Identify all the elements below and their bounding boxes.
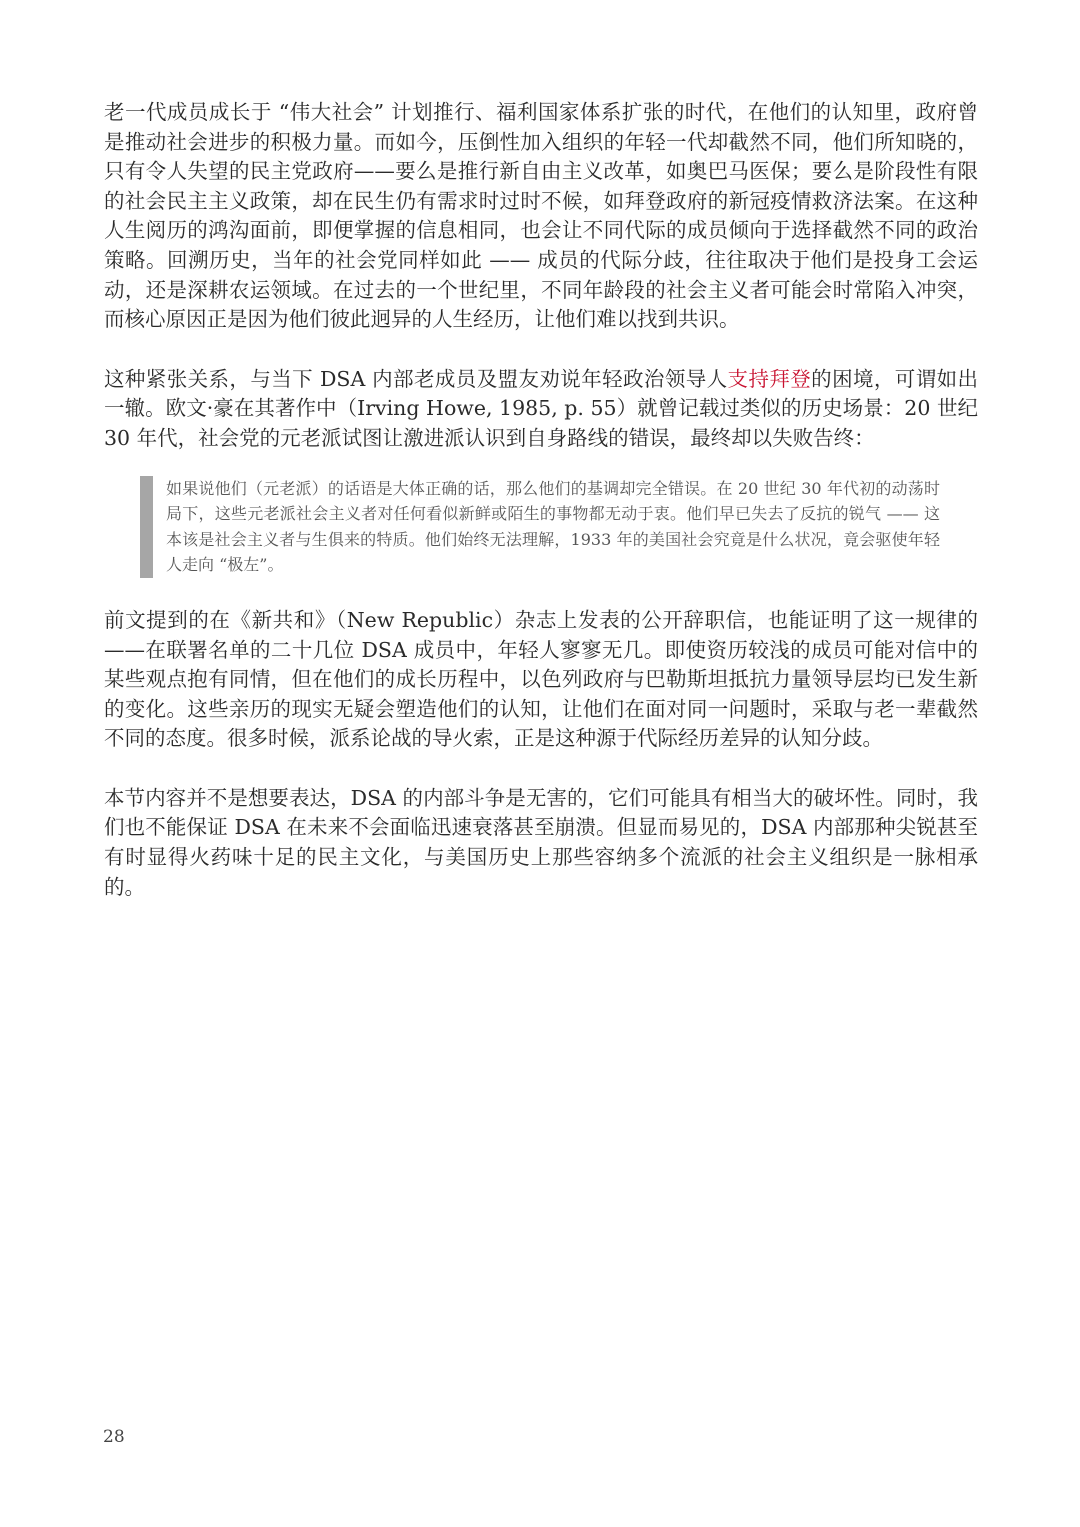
blockquote: [140, 476, 940, 578]
paragraph-text-before-link: 这种紧张关系，与当下 DSA 内部老成员及盟友劝说年轻政治领导人: [104, 366, 728, 391]
support-biden-link[interactable]: 支持拜登: [727, 366, 812, 391]
paragraph-conclusion: 本节内容并不是想要表达，DSA 的内部斗争是无害的，它们可能具有相当大的破坏性。同时，我们也不能保证 DSA 在未来不会面临迅速衰落甚至崩溃。但显而易见的，DSA 内部那种尖锐甚至有时显得火药味十足的民主文化，与美国历史上那些容纳多个流派的社会主义组织是一脉相承的。: [104, 785, 978, 899]
paragraph-new-republic-letter: 前文提到的在《新共和》（New Republic）杂志上发表的公开辞职信，也能证明了这一规律的——在联署名单的二十几位 DSA 成员中，年轻人寥寥无几。即使资历较浅的成员可能对信中的某些观点抱有同情，但在他们的成长历程中，以色列政府与巴勒斯坦抵抗力量领导层均已发生新的变化。这些亲历的现实无疑会塑造他们的认知，让他们在面对同一问题时，采取与老一辈截然不同的态度。很多时候，派系论战的导火索，正是这种源于代际经历差异的认知分歧。: [104, 607, 978, 751]
paragraph-tension-biden: [104, 365, 978, 454]
document-page: [104, 98, 978, 902]
page-number: 28: [103, 1427, 125, 1447]
blockquote-text: 如果说他们（元老派）的话语是大体正确的话，那么他们的基调却完全错误。在 20 世纪 30 年代初的动荡时局下，这些元老派社会主义者对任何看似新鲜或陌生的事物都无动于衷。他们早已失去了反抗的锐气 —— 这本该是社会主义者与生俱来的特质。他们始终无法理解，1933 年的美国社会究竟是什么状况，竟会驱使年轻人走向 “极左”。: [166, 478, 940, 575]
paragraph-generational-gap: 老一代成员成长于 “伟大社会” 计划推行、福利国家体系扩张的时代，在他们的认知里，政府曾是推动社会进步的积极力量。而如今，压倒性加入组织的年轻一代却截然不同，他们所知晓的，只有令人失望的民主党政府——要么是推行新自由主义改革，如奥巴马医保；要么是阶段性有限的社会民主主义政策，却在民生仍有需求时过时不候，如拜登政府的新冠疫情救济法案。在这种人生阅历的鸿沟面前，即便掌握的信息相同，也会让不同代际的成员倾向于选择截然不同的政治策略。回溯历史，当年的社会党同样如此 —— 成员的代际分歧，往往取决于他们是投身工会运动，还是深耕农运领域。在过去的一个世纪里，不同年龄段的社会主义者可能会时常陷入冲突，而核心原因正是因为他们彼此迥异的人生经历，让他们难以找到共识。: [104, 100, 978, 332]
paragraph-text-after-link: 的困境，可谓如出一辙。欧文·豪在其著作中（Irving Howe, 1985, p. 55）就曾记载过类似的历史场景：20 世纪 30 年代，社会党的元老派试图让激进派认识到自身路线的错误，最终却以失败告终：: [104, 366, 979, 450]
blockquote-bar: [140, 476, 153, 578]
